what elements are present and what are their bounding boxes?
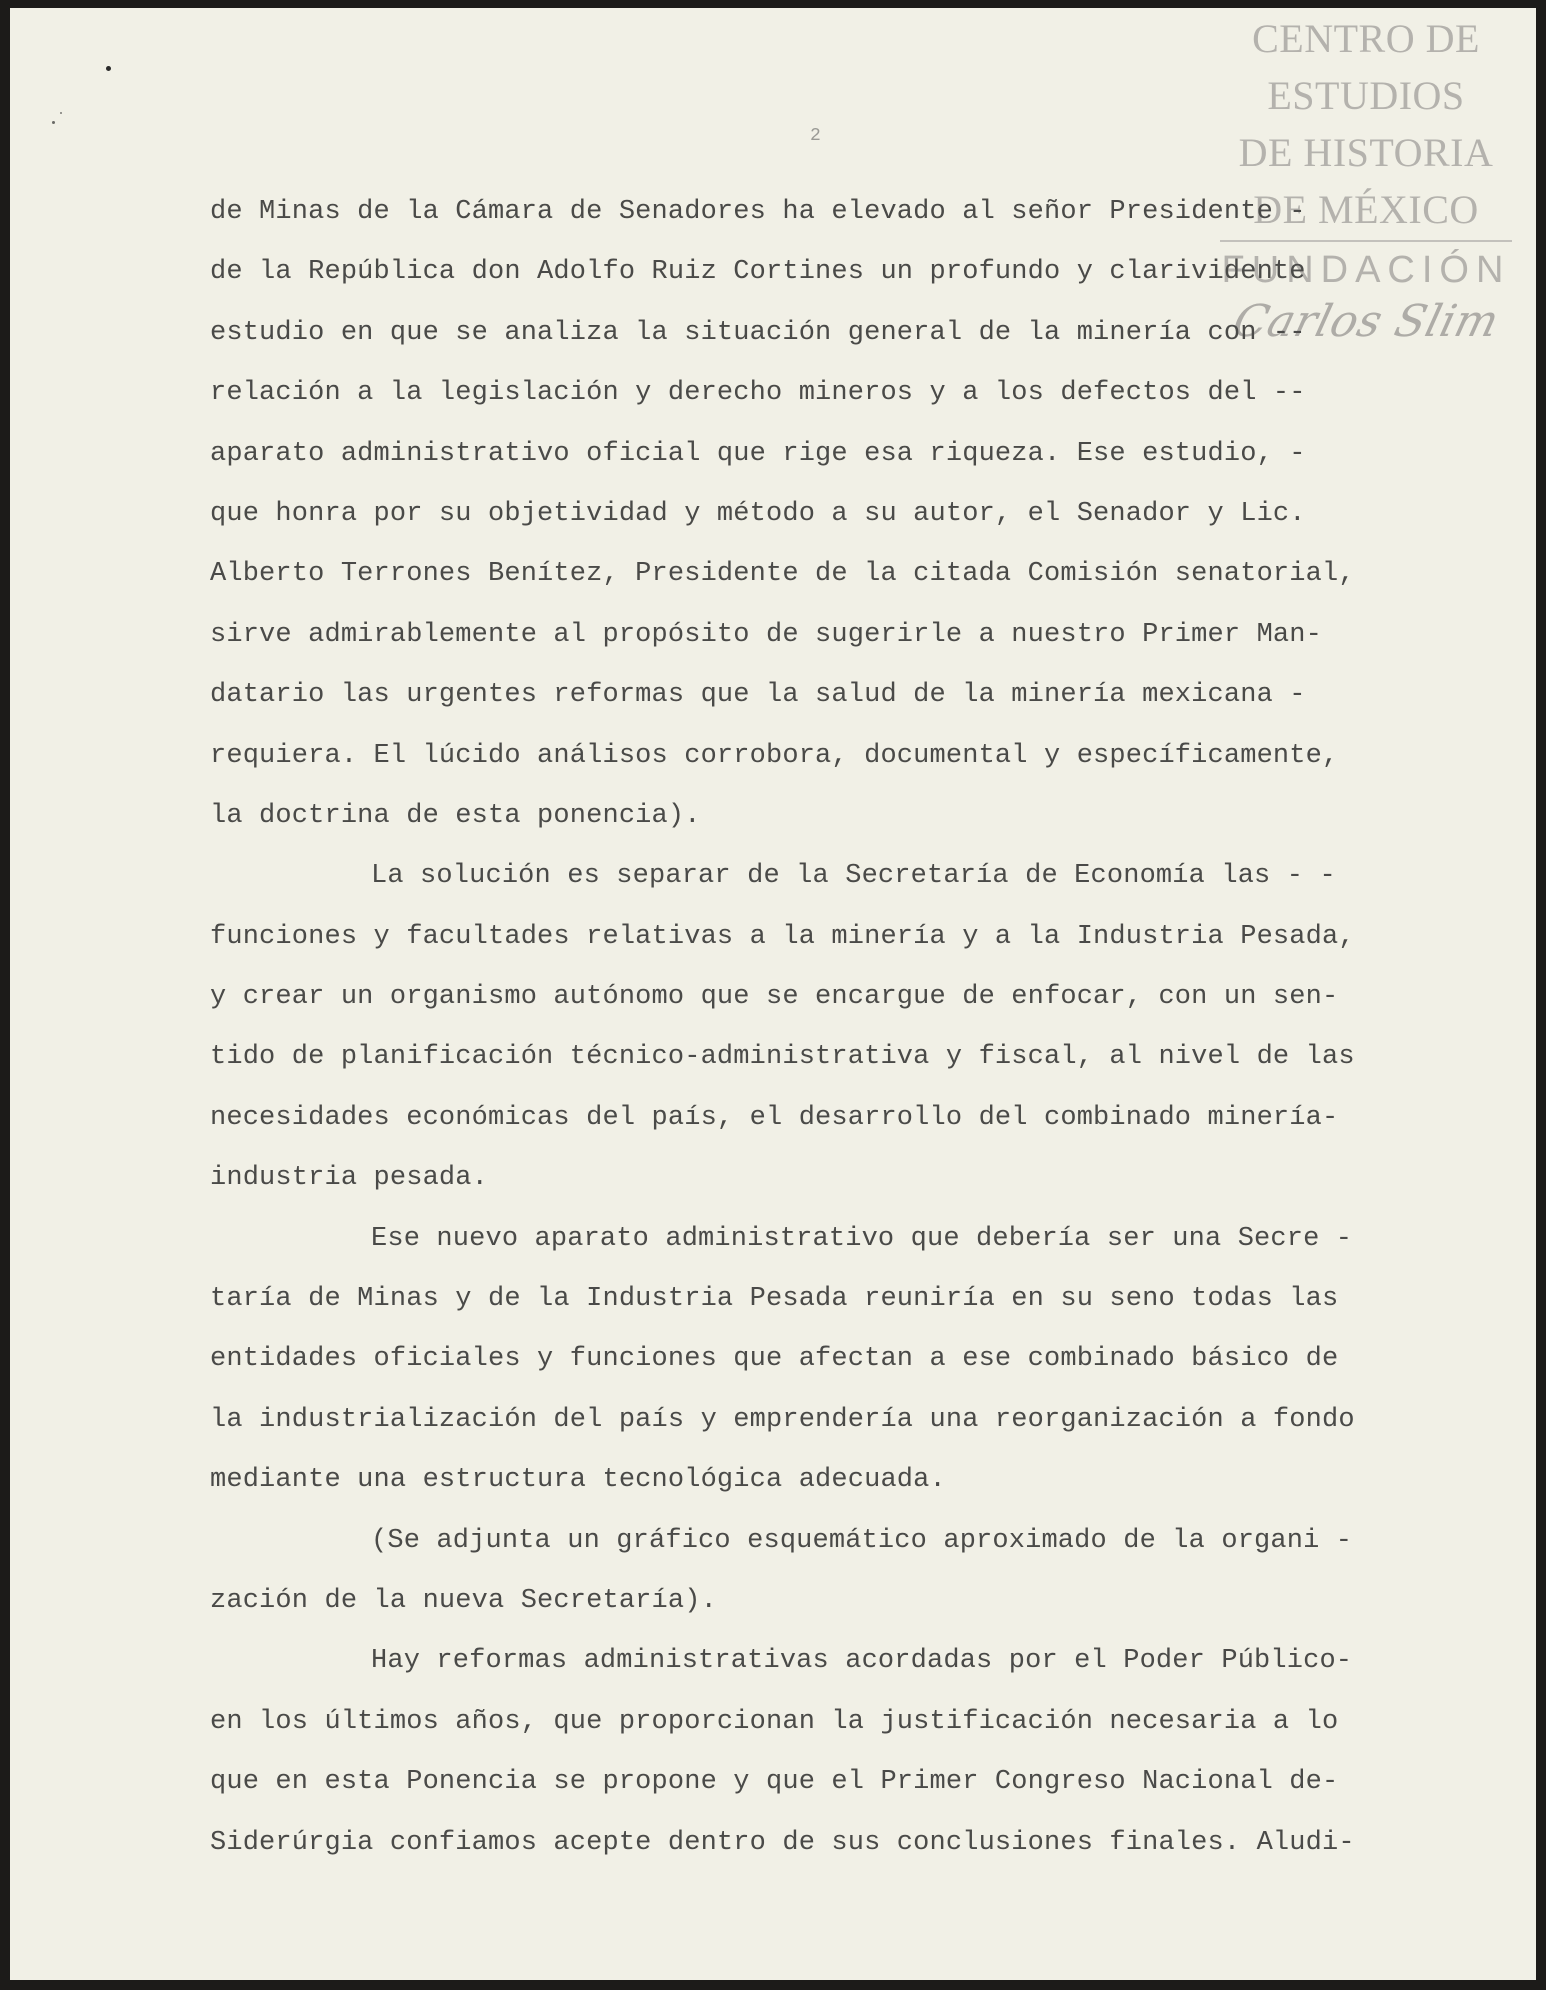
text-line: industria pesada. (210, 1163, 488, 1194)
text-line: entidades oficiales y funciones que afectan a ese combinado básico de (210, 1344, 1339, 1375)
text-line: de Minas de la Cámara de Senadores ha elevado al señor Presidente - (210, 197, 1306, 227)
text-line: en los últimos años, que proporcionan la justificación necesaria a lo (210, 1706, 1339, 1737)
document-page (10, 8, 1536, 1980)
watermark-line: ESTUDIOS (1267, 73, 1465, 118)
text-line: que en esta Ponencia se propone y que el Primer Congreso Nacional de- (210, 1767, 1339, 1798)
watermark-line: CENTRO DE (1252, 16, 1480, 61)
text-line: de la República don Adolfo Ruiz Cortines un profundo y clarividente (210, 257, 1306, 288)
paragraph-first-line: Ese nuevo aparato administrativo que debería ser una Secre - (371, 1223, 1353, 1254)
watermark-line: DE HISTORIA (1238, 130, 1494, 175)
ink-speck (60, 112, 62, 114)
paragraph-first-line: Hay reformas administrativas acordadas por el Poder Público- (371, 1646, 1353, 1677)
document-body (210, 182, 1510, 1873)
text-line: que honra por su objetividad y método a su autor, el Senador y Lic. (210, 498, 1306, 529)
watermark-foundation: FUNDACIÓN (1221, 249, 1511, 291)
watermark-signature: Carlos Slim (1227, 296, 1505, 347)
watermark-line: DE MÉXICO (1253, 187, 1479, 232)
ink-speck (52, 121, 55, 124)
text-line: la industrialización del país y emprendería una reorganización a fondo (210, 1404, 1355, 1435)
text-line: estudio en que se analiza la situación general de la minería con -- (210, 317, 1306, 348)
text-line: la doctrina de esta ponencia). (210, 800, 701, 831)
page-number: 2 (810, 126, 821, 146)
text-line: Siderúrgia confiamos acepte dentro de sus conclusiones finales. Aludi- (210, 1827, 1355, 1858)
ink-speck (106, 66, 111, 71)
text-line: datario las urgentes reformas que la salud de la minería mexicana - (210, 680, 1306, 711)
paragraph-first-line: La solución es separar de la Secretaría de Economía las - - (371, 861, 1336, 892)
text-line: necesidades económicas del país, el desarrollo del combinado minería- (210, 1102, 1339, 1133)
text-line: requiera. El lúcido análisos corrobora, documental y específicamente, (210, 740, 1339, 771)
text-line: relación a la legislación y derecho mineros y a los defectos del -- (210, 378, 1306, 409)
paragraph-first-line: (Se adjunta un gráfico esquemático aproximado de la organi - (371, 1525, 1353, 1556)
text-line: Alberto Terrones Benítez, Presidente de la citada Comisión senatorial, (210, 559, 1355, 590)
text-line: tido de planificación técnico-administrativa y fiscal, al nivel de las (210, 1042, 1355, 1073)
text-line: y crear un organismo autónomo que se encargue de enfocar, con un sen- (210, 982, 1339, 1013)
text-line: aparato administrativo oficial que rige esa riqueza. Ese estudio, - (210, 438, 1306, 469)
text-line: taría de Minas y de la Industria Pesada reuniría en su seno todas las (210, 1284, 1339, 1315)
text-line: mediante una estructura tecnológica adecuada. (210, 1465, 946, 1496)
text-line: sirve admirablemente al propósito de sugerirle a nuestro Primer Man- (210, 619, 1322, 650)
text-line: zación de la nueva Secretaría). (210, 1585, 717, 1616)
text-line: funciones y facultades relativas a la minería y a la Industria Pesada, (210, 921, 1355, 952)
